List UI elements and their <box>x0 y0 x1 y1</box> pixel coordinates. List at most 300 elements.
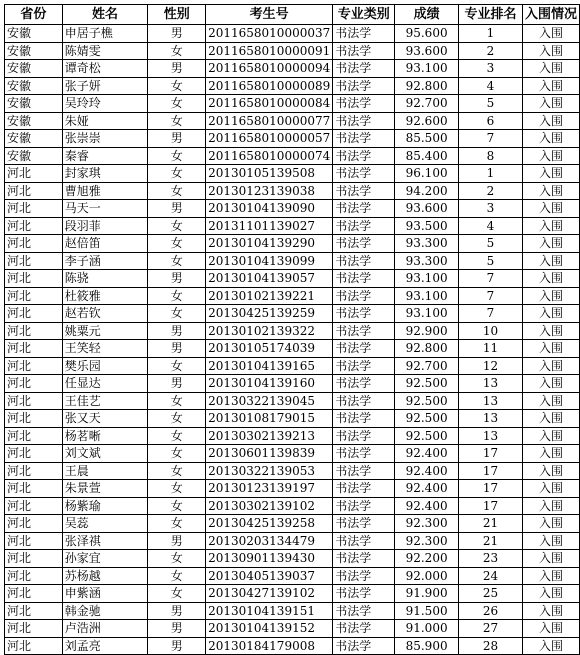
cell-exam-id: 20130901139430 <box>206 550 333 568</box>
cell-major: 书法学 <box>333 602 395 620</box>
cell-status: 入围 <box>522 270 579 288</box>
cell-score: 91.900 <box>395 585 459 603</box>
cell-major: 书法学 <box>333 270 395 288</box>
cell-name: 朱景萱 <box>62 480 148 498</box>
cell-exam-id: 2011658010000037 <box>206 25 333 43</box>
cell-score: 91.000 <box>395 620 459 638</box>
cell-score: 92.400 <box>395 480 459 498</box>
cell-rank: 10 <box>459 322 523 340</box>
cell-province: 河北 <box>5 585 63 603</box>
cell-major: 书法学 <box>333 130 395 148</box>
cell-score: 85.900 <box>395 637 459 655</box>
cell-major: 书法学 <box>333 532 395 550</box>
cell-gender: 男 <box>148 60 206 78</box>
cell-exam-id: 20130102139221 <box>206 287 333 305</box>
table-row <box>5 392 580 410</box>
cell-gender: 女 <box>148 497 206 515</box>
cell-rank: 7 <box>459 130 523 148</box>
cell-score: 93.300 <box>395 235 459 253</box>
table-row <box>5 637 580 655</box>
cell-exam-id: 20130203134479 <box>206 532 333 550</box>
cell-exam-id: 2011658010000094 <box>206 60 333 78</box>
cell-exam-id: 2011658010000057 <box>206 130 333 148</box>
cell-exam-id: 20130104139165 <box>206 357 333 375</box>
cell-exam-id: 2011658010000077 <box>206 112 333 130</box>
cell-rank: 17 <box>459 480 523 498</box>
cell-major: 书法学 <box>333 77 395 95</box>
table-row <box>5 427 580 445</box>
table-row <box>5 550 580 568</box>
cell-name: 申紫涵 <box>62 585 148 603</box>
cell-status: 入围 <box>522 602 579 620</box>
cell-province: 河北 <box>5 427 63 445</box>
cell-status: 入围 <box>522 25 579 43</box>
cell-status: 入围 <box>522 112 579 130</box>
cell-gender: 女 <box>148 567 206 585</box>
cell-province: 安徽 <box>5 112 63 130</box>
cell-gender: 女 <box>148 550 206 568</box>
cell-name: 张子妍 <box>62 77 148 95</box>
cell-province: 河北 <box>5 270 63 288</box>
cell-major: 书法学 <box>333 340 395 358</box>
table-row <box>5 515 580 533</box>
cell-province: 安徽 <box>5 42 63 60</box>
cell-gender: 女 <box>148 42 206 60</box>
cell-province: 河北 <box>5 410 63 428</box>
cell-gender: 女 <box>148 427 206 445</box>
cell-score: 93.300 <box>395 252 459 270</box>
cell-major: 书法学 <box>333 322 395 340</box>
table-row <box>5 445 580 463</box>
cell-score: 92.400 <box>395 497 459 515</box>
table-row <box>5 270 580 288</box>
cell-rank: 12 <box>459 357 523 375</box>
cell-status: 入围 <box>522 77 579 95</box>
cell-score: 92.500 <box>395 427 459 445</box>
cell-status: 入围 <box>522 357 579 375</box>
cell-province: 河北 <box>5 532 63 550</box>
cell-rank: 8 <box>459 147 523 165</box>
cell-rank: 6 <box>459 112 523 130</box>
cell-exam-id: 20130104139151 <box>206 602 333 620</box>
cell-rank: 7 <box>459 270 523 288</box>
cell-score: 93.100 <box>395 287 459 305</box>
cell-status: 入围 <box>522 462 579 480</box>
cell-score: 92.300 <box>395 515 459 533</box>
cell-name: 姚粟元 <box>62 322 148 340</box>
cell-exam-id: 20130302139213 <box>206 427 333 445</box>
cell-status: 入围 <box>522 585 579 603</box>
table-row <box>5 235 580 253</box>
cell-province: 河北 <box>5 305 63 323</box>
cell-major: 书法学 <box>333 60 395 78</box>
cell-score: 92.700 <box>395 357 459 375</box>
cell-name: 陈骁 <box>62 270 148 288</box>
cell-gender: 女 <box>148 392 206 410</box>
cell-gender: 男 <box>148 620 206 638</box>
cell-name: 张泽祺 <box>62 532 148 550</box>
cell-score: 92.500 <box>395 410 459 428</box>
cell-name: 段羽菲 <box>62 217 148 235</box>
cell-province: 河北 <box>5 550 63 568</box>
cell-rank: 28 <box>459 637 523 655</box>
cell-province: 河北 <box>5 322 63 340</box>
cell-score: 92.800 <box>395 340 459 358</box>
cell-province: 河北 <box>5 375 63 393</box>
cell-exam-id: 20130425139258 <box>206 515 333 533</box>
cell-name: 卢浩洲 <box>62 620 148 638</box>
cell-gender: 男 <box>148 340 206 358</box>
cell-gender: 女 <box>148 410 206 428</box>
cell-exam-id: 20130601139839 <box>206 445 333 463</box>
cell-exam-id: 20130427139102 <box>206 585 333 603</box>
cell-exam-id: 20130123139197 <box>206 480 333 498</box>
cell-exam-id: 20130104139099 <box>206 252 333 270</box>
cell-gender: 女 <box>148 287 206 305</box>
cell-major: 书法学 <box>333 95 395 113</box>
cell-gender: 女 <box>148 95 206 113</box>
cell-major: 书法学 <box>333 287 395 305</box>
cell-name: 王晨 <box>62 462 148 480</box>
cell-exam-id: 20130105139508 <box>206 165 333 183</box>
table-row <box>5 217 580 235</box>
cell-status: 入围 <box>522 200 579 218</box>
admission-table <box>4 4 580 655</box>
cell-score: 92.000 <box>395 567 459 585</box>
cell-score: 92.500 <box>395 392 459 410</box>
cell-score: 96.100 <box>395 165 459 183</box>
cell-rank: 5 <box>459 235 523 253</box>
cell-gender: 男 <box>148 200 206 218</box>
cell-major: 书法学 <box>333 445 395 463</box>
cell-gender: 女 <box>148 112 206 130</box>
cell-gender: 男 <box>148 25 206 43</box>
cell-province: 河北 <box>5 182 63 200</box>
cell-rank: 13 <box>459 392 523 410</box>
cell-gender: 女 <box>148 252 206 270</box>
cell-gender: 女 <box>148 305 206 323</box>
cell-score: 93.100 <box>395 60 459 78</box>
cell-name: 韩金驰 <box>62 602 148 620</box>
cell-rank: 26 <box>459 602 523 620</box>
cell-exam-id: 20130322139053 <box>206 462 333 480</box>
cell-name: 刘文斌 <box>62 445 148 463</box>
cell-score: 85.400 <box>395 147 459 165</box>
cell-gender: 男 <box>148 130 206 148</box>
cell-exam-id: 20130104139090 <box>206 200 333 218</box>
cell-province: 河北 <box>5 602 63 620</box>
cell-province: 河北 <box>5 497 63 515</box>
cell-score: 94.200 <box>395 182 459 200</box>
cell-score: 92.700 <box>395 95 459 113</box>
cell-major: 书法学 <box>333 550 395 568</box>
cell-province: 安徽 <box>5 147 63 165</box>
cell-province: 河北 <box>5 252 63 270</box>
table-row <box>5 602 580 620</box>
cell-gender: 女 <box>148 515 206 533</box>
cell-rank: 24 <box>459 567 523 585</box>
cell-rank: 17 <box>459 462 523 480</box>
cell-status: 入围 <box>522 567 579 585</box>
cell-status: 入围 <box>522 165 579 183</box>
cell-province: 河北 <box>5 287 63 305</box>
cell-exam-id: 20130405139037 <box>206 567 333 585</box>
cell-province: 河北 <box>5 217 63 235</box>
cell-score: 92.600 <box>395 112 459 130</box>
table-row <box>5 497 580 515</box>
cell-score: 95.600 <box>395 25 459 43</box>
cell-exam-id: 20130102139322 <box>206 322 333 340</box>
cell-status: 入围 <box>522 445 579 463</box>
cell-exam-id: 20131101139027 <box>206 217 333 235</box>
cell-score: 93.100 <box>395 305 459 323</box>
header-province: 省份 <box>5 5 63 25</box>
cell-major: 书法学 <box>333 252 395 270</box>
cell-rank: 11 <box>459 340 523 358</box>
cell-score: 93.600 <box>395 200 459 218</box>
table-header <box>5 5 580 25</box>
cell-rank: 17 <box>459 497 523 515</box>
cell-status: 入围 <box>522 235 579 253</box>
cell-gender: 男 <box>148 322 206 340</box>
cell-name: 陈婧雯 <box>62 42 148 60</box>
cell-province: 安徽 <box>5 77 63 95</box>
table-row <box>5 287 580 305</box>
cell-province: 河北 <box>5 637 63 655</box>
cell-major: 书法学 <box>333 357 395 375</box>
cell-exam-id: 20130104139152 <box>206 620 333 638</box>
cell-name: 张又天 <box>62 410 148 428</box>
cell-rank: 4 <box>459 217 523 235</box>
cell-major: 书法学 <box>333 112 395 130</box>
cell-rank: 3 <box>459 200 523 218</box>
cell-score: 92.800 <box>395 77 459 95</box>
cell-rank: 7 <box>459 287 523 305</box>
cell-major: 书法学 <box>333 305 395 323</box>
table-row <box>5 357 580 375</box>
table-row <box>5 620 580 638</box>
cell-name: 任显达 <box>62 375 148 393</box>
cell-score: 92.300 <box>395 532 459 550</box>
cell-name: 封家琪 <box>62 165 148 183</box>
table-row <box>5 200 580 218</box>
cell-name: 吴蕊 <box>62 515 148 533</box>
cell-name: 孙家宜 <box>62 550 148 568</box>
cell-exam-id: 20130104139290 <box>206 235 333 253</box>
cell-name: 王笑轻 <box>62 340 148 358</box>
table-body <box>5 25 580 655</box>
cell-gender: 男 <box>148 270 206 288</box>
cell-score: 93.100 <box>395 270 459 288</box>
cell-gender: 女 <box>148 445 206 463</box>
cell-score: 92.500 <box>395 375 459 393</box>
table-row <box>5 182 580 200</box>
cell-status: 入围 <box>522 252 579 270</box>
cell-rank: 1 <box>459 25 523 43</box>
cell-name: 朱娅 <box>62 112 148 130</box>
cell-province: 安徽 <box>5 25 63 43</box>
header-gender: 性别 <box>148 5 206 25</box>
cell-status: 入围 <box>522 182 579 200</box>
cell-name: 王佳艺 <box>62 392 148 410</box>
cell-status: 入围 <box>522 322 579 340</box>
table-row <box>5 25 580 43</box>
cell-gender: 女 <box>148 182 206 200</box>
cell-major: 书法学 <box>333 427 395 445</box>
cell-name: 曹旭雅 <box>62 182 148 200</box>
cell-name: 刘孟亮 <box>62 637 148 655</box>
cell-exam-id: 20130425139259 <box>206 305 333 323</box>
cell-major: 书法学 <box>333 585 395 603</box>
cell-major: 书法学 <box>333 217 395 235</box>
cell-status: 入围 <box>522 340 579 358</box>
cell-exam-id: 2011658010000091 <box>206 42 333 60</box>
cell-rank: 1 <box>459 165 523 183</box>
cell-exam-id: 20130184179008 <box>206 637 333 655</box>
cell-gender: 女 <box>148 217 206 235</box>
cell-rank: 21 <box>459 532 523 550</box>
cell-major: 书法学 <box>333 462 395 480</box>
cell-major: 书法学 <box>333 480 395 498</box>
cell-status: 入围 <box>522 60 579 78</box>
cell-exam-id: 20130322139045 <box>206 392 333 410</box>
cell-major: 书法学 <box>333 637 395 655</box>
cell-province: 河北 <box>5 165 63 183</box>
cell-score: 92.400 <box>395 445 459 463</box>
cell-gender: 女 <box>148 165 206 183</box>
cell-name: 谭奇松 <box>62 60 148 78</box>
cell-name: 马天一 <box>62 200 148 218</box>
cell-exam-id: 20130105174039 <box>206 340 333 358</box>
table-row <box>5 410 580 428</box>
cell-rank: 2 <box>459 42 523 60</box>
cell-rank: 7 <box>459 305 523 323</box>
cell-status: 入围 <box>522 130 579 148</box>
cell-status: 入围 <box>522 147 579 165</box>
cell-name: 杨紫瑜 <box>62 497 148 515</box>
cell-rank: 17 <box>459 445 523 463</box>
cell-exam-id: 2011658010000084 <box>206 95 333 113</box>
cell-status: 入围 <box>522 515 579 533</box>
cell-score: 92.400 <box>395 462 459 480</box>
header-exam-id: 考生号 <box>206 5 333 25</box>
cell-gender: 女 <box>148 235 206 253</box>
cell-gender: 女 <box>148 480 206 498</box>
cell-gender: 男 <box>148 375 206 393</box>
cell-major: 书法学 <box>333 200 395 218</box>
cell-major: 书法学 <box>333 375 395 393</box>
cell-status: 入围 <box>522 375 579 393</box>
cell-score: 93.500 <box>395 217 459 235</box>
cell-status: 入围 <box>522 550 579 568</box>
table-row <box>5 165 580 183</box>
table-row <box>5 130 580 148</box>
cell-rank: 27 <box>459 620 523 638</box>
cell-province: 河北 <box>5 462 63 480</box>
cell-status: 入围 <box>522 480 579 498</box>
cell-province: 河北 <box>5 567 63 585</box>
table-row <box>5 95 580 113</box>
table-row <box>5 585 580 603</box>
cell-province: 安徽 <box>5 130 63 148</box>
cell-rank: 5 <box>459 95 523 113</box>
cell-major: 书法学 <box>333 235 395 253</box>
cell-rank: 21 <box>459 515 523 533</box>
cell-name: 李子涵 <box>62 252 148 270</box>
cell-status: 入围 <box>522 42 579 60</box>
cell-major: 书法学 <box>333 25 395 43</box>
cell-name: 张崇崇 <box>62 130 148 148</box>
cell-status: 入围 <box>522 95 579 113</box>
cell-gender: 女 <box>148 585 206 603</box>
cell-gender: 男 <box>148 602 206 620</box>
cell-exam-id: 2011658010000089 <box>206 77 333 95</box>
table-row <box>5 462 580 480</box>
cell-status: 入围 <box>522 532 579 550</box>
cell-major: 书法学 <box>333 165 395 183</box>
table-row <box>5 147 580 165</box>
table-row <box>5 305 580 323</box>
table-row <box>5 340 580 358</box>
header-major: 专业类别 <box>333 5 395 25</box>
cell-status: 入围 <box>522 217 579 235</box>
cell-score: 91.500 <box>395 602 459 620</box>
cell-status: 入围 <box>522 392 579 410</box>
cell-gender: 女 <box>148 357 206 375</box>
cell-score: 85.500 <box>395 130 459 148</box>
cell-score: 92.200 <box>395 550 459 568</box>
cell-province: 河北 <box>5 235 63 253</box>
cell-name: 赵倍笛 <box>62 235 148 253</box>
cell-name: 吴玲玲 <box>62 95 148 113</box>
header-name: 姓名 <box>62 5 148 25</box>
cell-major: 书法学 <box>333 567 395 585</box>
cell-status: 入围 <box>522 287 579 305</box>
cell-major: 书法学 <box>333 410 395 428</box>
cell-major: 书法学 <box>333 515 395 533</box>
table-row <box>5 532 580 550</box>
cell-rank: 3 <box>459 60 523 78</box>
table-row <box>5 322 580 340</box>
table-row <box>5 480 580 498</box>
cell-status: 入围 <box>522 620 579 638</box>
cell-status: 入围 <box>522 497 579 515</box>
cell-rank: 2 <box>459 182 523 200</box>
cell-status: 入围 <box>522 305 579 323</box>
cell-exam-id: 2011658010000074 <box>206 147 333 165</box>
cell-major: 书法学 <box>333 42 395 60</box>
cell-province: 河北 <box>5 200 63 218</box>
table-row <box>5 375 580 393</box>
cell-name: 苏杨越 <box>62 567 148 585</box>
cell-gender: 女 <box>148 77 206 95</box>
cell-rank: 13 <box>459 410 523 428</box>
cell-gender: 男 <box>148 532 206 550</box>
table-row <box>5 42 580 60</box>
cell-exam-id: 20130104139057 <box>206 270 333 288</box>
cell-name: 杜筱雅 <box>62 287 148 305</box>
cell-gender: 男 <box>148 637 206 655</box>
table-row <box>5 567 580 585</box>
cell-rank: 5 <box>459 252 523 270</box>
cell-province: 安徽 <box>5 60 63 78</box>
cell-status: 入围 <box>522 427 579 445</box>
cell-major: 书法学 <box>333 182 395 200</box>
cell-score: 92.900 <box>395 322 459 340</box>
cell-exam-id: 20130104139160 <box>206 375 333 393</box>
cell-name: 杨茗晰 <box>62 427 148 445</box>
cell-province: 河北 <box>5 392 63 410</box>
